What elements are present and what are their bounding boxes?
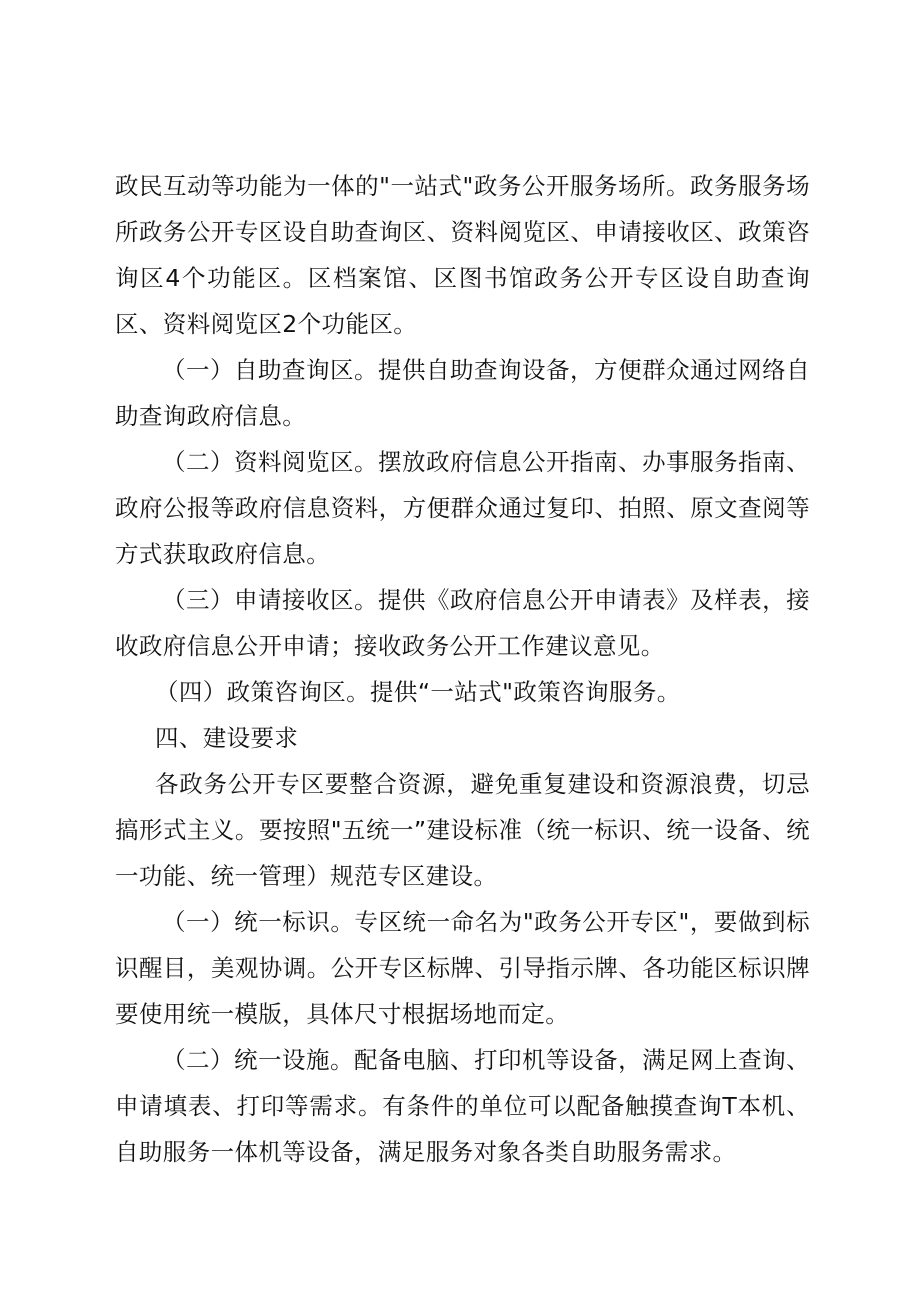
paragraph-unified-facilities: （二）统一设施。配备电脑、打印机等设备，满足网上查询、申请填表、打印等需求。有条件的单位可以配备触摸查询T本机、自助服务一体机等设备，满足服务对象各类自助服务需求。 — [115, 1046, 810, 1166]
paragraph-construction-overview: 各政务公开专区要整合资源，避免重复建设和资源浪费，切忌搞形式主义。要按照"五统一”建设标准（统一标识、统一设备、统一功能、统一管理）规范专区建设。 — [115, 770, 810, 890]
document-body — [115, 163, 810, 1175]
paragraph-policy-consulting: （四）政策咨询区。提供“一站式"政策咨询服务。 — [154, 678, 681, 706]
paragraph-reading-area: （二）资料阅览区。摆放政府信息公开指南、办事服务指南、政府公报等政府信息资料，方便群众通过复印、拍照、原文查阅等方式获取政府信息。 — [115, 448, 810, 568]
paragraph-unified-identity: （一）统一标识。专区统一命名为"政务公开专区"，要做到标识醒目，美观协调。公开专区标牌、引导指示牌、各功能区标识牌要使用统一模版，具体尺寸根据场地而定。 — [115, 908, 810, 1028]
paragraph-self-service-query: （一）自助查询区。提供自助查询设备，方便群众通过网络自助查询政府信息。 — [115, 356, 810, 430]
section-heading-construction-requirements: 四、建设要求 — [154, 724, 299, 752]
paragraph-intro: 政民互动等功能为一体的"一站式"政务公开服务场所。政务服务场所政务公开专区设自助查询区、资料阅览区、申请接收区、政策咨询区4个功能区。区档案馆、区图书馆政务公开专区设自助查询区、资料阅览区2个功能区。 — [115, 172, 810, 338]
paragraph-application-area: （三）申请接收区。提供《政府信息公开申请表》及样表，接收政府信息公开申请；接收政务公开工作建议意见。 — [115, 586, 810, 660]
